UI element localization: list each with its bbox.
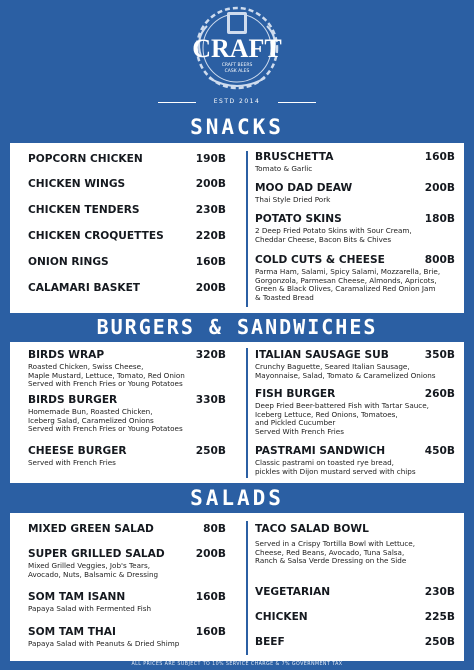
- menu-item-name: CHEESE BURGER: [28, 445, 127, 457]
- description-line: Thai Style Dried Pork: [255, 195, 331, 204]
- description-line: Served with French Fries or Young Potatoes: [28, 424, 183, 434]
- description-line: Roasted Chicken, Swiss Cheese,: [28, 362, 144, 371]
- menu-item-price: 200B: [195, 282, 226, 294]
- menu-item-description: [28, 562, 158, 579]
- menu-item-price: 230B: [195, 204, 226, 216]
- column-divider: [246, 151, 248, 307]
- description-line: Papaya Salad with Fermented Fish: [28, 604, 152, 613]
- description-line: Crunchy Baguette, Seared Italian Sausage,: [255, 362, 410, 371]
- menu-item-price: 250B: [424, 636, 455, 648]
- menu-item-name: ITALIAN SAUSAGE SUB: [255, 349, 389, 361]
- menu-item-description: [255, 459, 416, 476]
- column-divider: [246, 348, 248, 478]
- snacks-panel: [10, 143, 464, 313]
- menu-item-description: [28, 605, 151, 614]
- menu-item-name: CHICKEN: [255, 611, 308, 623]
- menu-item: [28, 349, 226, 389]
- menu-item: [255, 213, 455, 243]
- menu-item-price: 250B: [195, 445, 226, 457]
- menu-item-name: CHICKEN WINGS: [28, 178, 126, 190]
- menu-item-name: CHICKEN CROQUETTES: [28, 230, 164, 242]
- menu-item-price: 200B: [195, 548, 226, 560]
- menu-item-name: BIRDS WRAP: [28, 349, 105, 361]
- menu-item-description: [255, 540, 415, 566]
- menu-item-description: [255, 227, 412, 244]
- menu-item: [255, 151, 455, 181]
- logo-wordmark: CRAFT: [192, 34, 282, 63]
- menu-item: [255, 349, 455, 379]
- logo-tagline-1: CRAFT BEERS: [221, 63, 253, 68]
- menu-item-name: TACO SALAD BOWL: [255, 523, 369, 535]
- menu-item: [28, 445, 226, 475]
- menu-item-name: BEEF: [255, 636, 285, 648]
- price-disclaimer: ALL PRICES ARE SUBJECT TO 10% SERVICE CHARGE & 7% GOVERNMENT TAX: [131, 662, 343, 667]
- menu-item: [28, 282, 226, 312]
- logo-tagline-2: CASK ALES: [224, 69, 250, 74]
- menu-item-name: CALAMARI BASKET: [28, 282, 141, 294]
- description-line: Served with French Fries: [28, 458, 116, 467]
- menu-item-name: SOM TAM THAI: [28, 626, 116, 638]
- description-line: pickles with Dijon mustard served with chips: [255, 466, 416, 476]
- menu-item-name: COLD CUTS & CHEESE: [255, 254, 385, 266]
- menu-item: [255, 388, 455, 436]
- menu-item-description: [255, 363, 436, 380]
- description-line: Papaya Salad with Peanuts & Dried Shimp: [28, 639, 180, 648]
- menu-item-price: 230B: [424, 586, 455, 598]
- description-line: Served in a Crispy Tortilla Bowl with Lettuce,: [255, 539, 415, 548]
- menu-item: [28, 394, 226, 434]
- menu-item-price: 450B: [424, 445, 455, 457]
- menu-item-price: 260B: [424, 388, 455, 400]
- menu-item-price: 225B: [424, 611, 455, 623]
- menu-item-description: [28, 640, 179, 649]
- menu-item-name: ONION RINGS: [28, 256, 109, 268]
- description-line: Iceberg Lettuce, Red Onions, Tomatoes,: [255, 409, 398, 419]
- description-line: Green & Black Olives, Caramalized Red Onion Jam: [255, 284, 436, 294]
- menu-item-name: POTATO SKINS: [255, 213, 342, 225]
- description-line: Cheese, Red Beans, Avocado, Tuna Salsa,: [255, 547, 405, 557]
- description-line: Maple Mustard, Lettuce, Tomato, Red Onion: [28, 370, 185, 380]
- section-title-salads: SALADS: [190, 486, 284, 510]
- salads-panel: [10, 513, 464, 661]
- menu-item-price: 190B: [195, 153, 226, 165]
- menu-item: [28, 626, 226, 656]
- menu-item: [28, 548, 226, 578]
- menu-item-price: 180B: [424, 213, 455, 225]
- menu-item-price: 320B: [195, 349, 226, 361]
- menu-item: [28, 591, 226, 621]
- description-line: & Toasted Bread: [255, 292, 314, 302]
- menu-item-description: [28, 363, 185, 389]
- description-line: and Pickled Cucumber: [255, 418, 336, 428]
- description-line: Gorgonzola, Parmesan Cheese, Almonds, Apricots,: [255, 275, 437, 285]
- description-line: Iceberg Salad, Caramelized Onions: [28, 415, 154, 425]
- menu-item-price: 80B: [203, 523, 226, 535]
- description-line: Served With French Fries: [255, 426, 344, 436]
- menu-item: [255, 445, 455, 475]
- description-line: Ranch & Salsa Verde Dressing on the Side: [255, 556, 407, 566]
- menu-item-name: BRUSCHETTA: [255, 151, 334, 163]
- menu-item-price: 200B: [195, 178, 226, 190]
- menu-item-description: [255, 402, 429, 436]
- menu-item-price: 800B: [424, 254, 455, 266]
- description-line: Deep Fried Beer-battered Fish with Tartar Sauce,: [255, 401, 429, 410]
- description-line: Served with French Fries or Young Potatoes: [28, 379, 183, 389]
- menu-item: [255, 523, 455, 566]
- established-year: ESTD 2014: [213, 98, 261, 105]
- description-line: Avocado, Nuts, Balsamic & Dressing: [28, 569, 159, 579]
- menu-item-description: [28, 459, 116, 468]
- menu-item-price: 330B: [195, 394, 226, 406]
- menu-item: [255, 254, 455, 302]
- menu-item-price: 350B: [424, 349, 455, 361]
- menu-item-name: FISH BURGER: [255, 388, 336, 400]
- menu-item-name: PASTRAMI SANDWICH: [255, 445, 386, 457]
- section-title-snacks: SNACKS: [190, 115, 284, 139]
- menu-item-description: [28, 408, 183, 434]
- menu-item-name: CHICKEN TENDERS: [28, 204, 140, 216]
- description-line: 2 Deep Fried Potato Skins with Sour Cream,: [255, 226, 412, 235]
- description-line: Homemade Bun, Roasted Chicken,: [28, 407, 153, 416]
- menu-item-price: 200B: [424, 182, 455, 194]
- description-line: Cheddar Cheese, Bacon Bits & Chives: [255, 234, 392, 244]
- description-line: Tomato & Garlic: [255, 164, 313, 173]
- menu-item-price: 160B: [195, 256, 226, 268]
- column-divider: [246, 521, 248, 655]
- menu-item: [255, 182, 455, 212]
- menu-item-description: [255, 268, 440, 302]
- craft-logo: [187, 4, 287, 96]
- menu-item-description: [255, 196, 330, 205]
- section-title-burgers-sandwiches: BURGERS & SANDWICHES: [96, 315, 378, 339]
- menu-item-price: 160B: [195, 626, 226, 638]
- menu-item-name: POPCORN CHICKEN: [28, 153, 143, 165]
- burgers-panel: [10, 342, 464, 483]
- description-line: Mayonnaise, Salad, Tomato & Caramelized Onions: [255, 370, 436, 380]
- menu-item-name: MIXED GREEN SALAD: [28, 523, 154, 535]
- menu-item-price: 160B: [195, 591, 226, 603]
- menu-item-name: MOO DAD DEAW: [255, 182, 353, 194]
- description-line: Parma Ham, Salami, Spicy Salami, Mozzarella, Brie,: [255, 267, 441, 276]
- description-line: Classic pastrami on toasted rye bread,: [255, 458, 394, 467]
- menu-item-name: SOM TAM ISANN: [28, 591, 126, 603]
- description-line: Mixed Grilled Veggies, Job's Tears,: [28, 561, 150, 570]
- menu-item-name: VEGETARIAN: [255, 586, 331, 598]
- menu-item-name: SUPER GRILLED SALAD: [28, 548, 165, 560]
- menu-item-price: 160B: [424, 151, 455, 163]
- menu-item-price: 220B: [195, 230, 226, 242]
- menu-item-name: BIRDS BURGER: [28, 394, 118, 406]
- menu-item-description: [255, 165, 312, 174]
